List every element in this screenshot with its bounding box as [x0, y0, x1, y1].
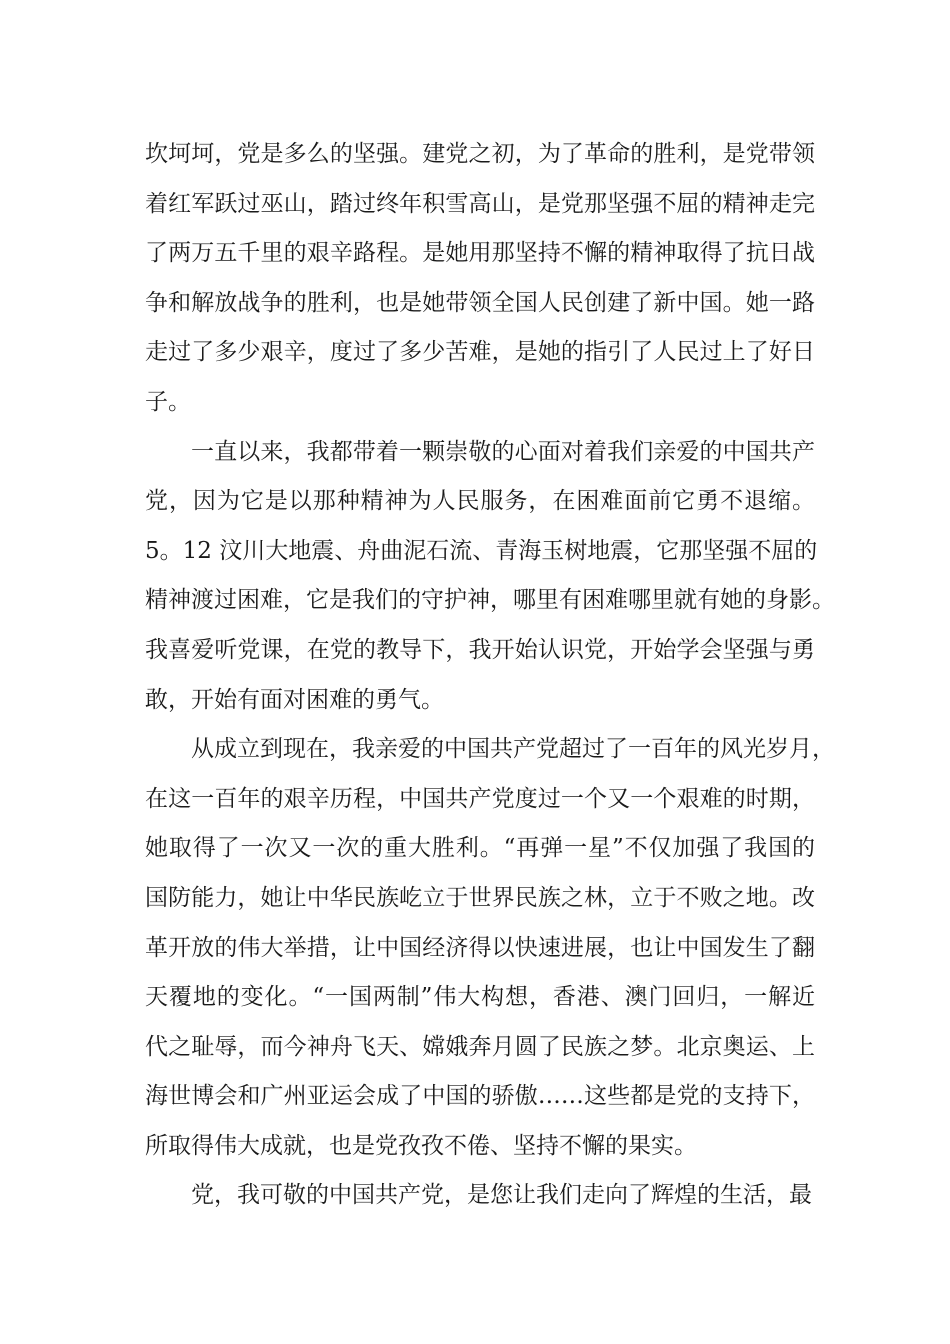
text-line: 代之耻辱，而今神舟飞天、嫦娥奔月圆了民族之梦。北京奥运、上: [145, 1033, 815, 1060]
document-body: [145, 130, 835, 1221]
text-line: 5。12 汶川大地震、舟曲泥石流、青海玉树地震，它那坚强不屈的: [145, 537, 818, 564]
text-line: 从成立到现在，我亲爱的中国共产党超过了一百年的风光岁月，: [191, 736, 835, 763]
text-line: 着红军跃过巫山，踏过终年积雪高山，是党那坚强不屈的精神走完: [145, 190, 815, 217]
text-line: 天覆地的变化。“一国两制”伟大构想，香港、澳门回归，一解近: [145, 984, 815, 1011]
text-line: 子。: [145, 388, 191, 415]
paragraph: [145, 1171, 815, 1221]
text-line: 走过了多少艰辛，度过了多少苦难，是她的指引了人民过上了好日: [145, 339, 815, 366]
paragraph: [145, 130, 815, 428]
text-line: 敢，开始有面对困难的勇气。: [145, 686, 444, 713]
text-line: 在这一百年的艰辛历程，中国共产党度过一个又一个艰难的时期，: [145, 785, 815, 812]
text-line: 坎坷坷，党是多么的坚强。建党之初，为了革命的胜利，是党带领: [145, 141, 815, 167]
text-line: 精神渡过困难，它是我们的守护神，哪里有困难哪里就有她的身影。: [145, 587, 835, 614]
text-line: 一直以来，我都带着一颗崇敬的心面对着我们亲爱的中国共产: [191, 438, 815, 465]
text-line: 所取得伟大成就，也是党孜孜不倦、坚持不懈的果实。: [145, 1132, 697, 1159]
text-line: 了两万五千里的艰辛路程。是她用那坚持不懈的精神取得了抗日战: [145, 240, 815, 267]
text-line: 国防能力，她让中华民族屹立于世界民族之林，立于不败之地。改: [145, 884, 815, 911]
text-line: 党，我可敬的中国共产党，是您让我们走向了辉煌的生活，最: [191, 1182, 812, 1209]
paragraph: [145, 428, 835, 726]
paragraph: [145, 725, 835, 1171]
text-line: 革开放的伟大举措，让中国经济得以快速进展，也让中国发生了翻: [145, 934, 815, 961]
text-line: 争和解放战争的胜利，也是她带领全国人民创建了新中国。她一路: [145, 289, 815, 316]
text-line: 我喜爱听党课，在党的教导下，我开始认识党，开始学会坚强与勇: [145, 636, 815, 663]
text-line: 党，因为它是以那种精神为人民服务，在困难面前它勇不退缩。: [145, 488, 815, 515]
text-line: 海世博会和广州亚运会成了中国的骄傲……这些都是党的支持下，: [145, 1083, 815, 1110]
text-line: 她取得了一次又一次的重大胜利。“再弹一星”不仅加强了我国的: [145, 835, 815, 862]
